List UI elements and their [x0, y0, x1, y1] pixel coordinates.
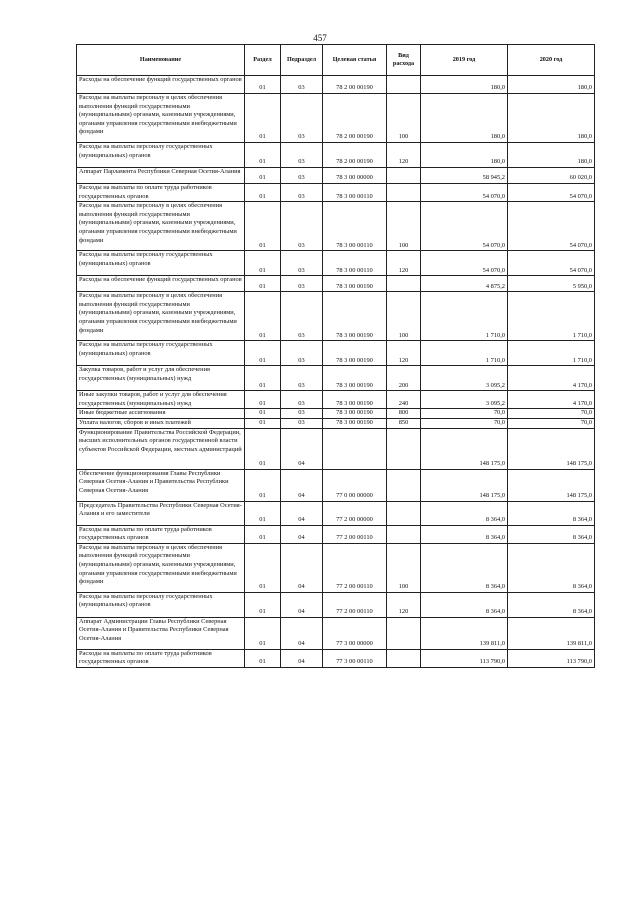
row-expense-type: [387, 617, 421, 649]
row-section: 01: [245, 341, 281, 366]
row-value-2020: 148 175,0: [508, 428, 595, 469]
row-subsection: 04: [281, 428, 323, 469]
row-value-2019: 3 095,2: [421, 366, 508, 391]
row-name: Обеспечение функционирования Главы Республики Северная Осетия-Алания и Правительства Республики Северная Осетия-Алания: [77, 469, 245, 501]
row-target: 78 3 00 00190: [323, 409, 387, 419]
row-section: 01: [245, 391, 281, 409]
row-expense-type: 120: [387, 341, 421, 366]
row-target: 77 2 00 00110: [323, 525, 387, 543]
row-subsection: 04: [281, 617, 323, 649]
row-subsection: 03: [281, 76, 323, 94]
row-name: Председатель Правительства Республики Северная Осетия-Алания и его заместители: [77, 501, 245, 525]
row-value-2019: 180,0: [421, 76, 508, 94]
row-name: Аппарат Парламента Республики Северная Осетия-Алания: [77, 168, 245, 184]
row-value-2020: 180,0: [508, 94, 595, 143]
row-name: Расходы на выплаты персоналу в целях обеспечения выполнения функций государственными (муниципальными) органами, казенными учреждениями, органами управления государственными внебюджетными фондами: [77, 543, 245, 592]
row-name: Расходы на обеспечение функций государственных органов: [77, 276, 245, 292]
row-subsection: 04: [281, 525, 323, 543]
row-value-2020: 8 364,0: [508, 543, 595, 592]
row-target: 78 3 00 00190: [323, 341, 387, 366]
table-row: [77, 525, 595, 543]
row-section: 01: [245, 184, 281, 202]
row-subsection: 03: [281, 168, 323, 184]
row-expense-type: 240: [387, 391, 421, 409]
row-value-2019: 148 175,0: [421, 469, 508, 501]
table-row: [77, 202, 595, 251]
row-section: 01: [245, 409, 281, 419]
row-subsection: 04: [281, 543, 323, 592]
row-target: 78 2 00 00190: [323, 94, 387, 143]
row-value-2019: 148 175,0: [421, 428, 508, 469]
row-name: Расходы на выплаты персоналу государственных (муниципальных) органов: [77, 592, 245, 617]
row-value-2020: 54 070,0: [508, 202, 595, 251]
row-value-2019: 8 364,0: [421, 501, 508, 525]
table-row: [77, 292, 595, 341]
row-expense-type: [387, 184, 421, 202]
row-expense-type: 800: [387, 409, 421, 419]
row-subsection: 03: [281, 202, 323, 251]
row-name: Расходы на выплаты по оплате труда работников государственных органов: [77, 525, 245, 543]
row-value-2019: 3 095,2: [421, 391, 508, 409]
row-value-2019: 8 364,0: [421, 592, 508, 617]
row-target: 78 3 00 00110: [323, 202, 387, 251]
row-target: 78 3 00 00190: [323, 276, 387, 292]
row-section: 01: [245, 428, 281, 469]
row-target: 78 2 00 00190: [323, 143, 387, 168]
row-name: Закупка товаров, работ и услуг для обеспечения государственных (муниципальных) нужд: [77, 366, 245, 391]
row-value-2020: 4 170,0: [508, 391, 595, 409]
row-value-2020: 148 175,0: [508, 469, 595, 501]
row-name: Расходы на выплаты персоналу в целях обеспечения выполнения функций государственными (муниципальными) органами, казенными учреждениями, органами управления государственными внебюджетными фондами: [77, 94, 245, 143]
row-target: 77 0 00 00000: [323, 469, 387, 501]
header-target: Целевая статья: [323, 45, 387, 76]
row-value-2020: 54 070,0: [508, 184, 595, 202]
row-expense-type: [387, 76, 421, 94]
row-expense-type: 120: [387, 143, 421, 168]
row-value-2019: 1 710,0: [421, 341, 508, 366]
budget-table: [76, 44, 595, 668]
row-name: Уплата налогов, сборов и иных платежей: [77, 418, 245, 428]
table-row: [77, 143, 595, 168]
row-value-2020: 1 710,0: [508, 341, 595, 366]
table-row: [77, 543, 595, 592]
row-name: Иные бюджетные ассигнования: [77, 409, 245, 419]
row-subsection: 03: [281, 391, 323, 409]
row-target: 77 3 00 00110: [323, 649, 387, 667]
row-name: Иные закупки товаров, работ и услуг для обеспечения государственных (муниципальных) нужд: [77, 391, 245, 409]
row-subsection: 03: [281, 184, 323, 202]
row-name: Расходы на выплаты персоналу государственных (муниципальных) органов: [77, 143, 245, 168]
row-section: 01: [245, 202, 281, 251]
row-name: Расходы на выплаты персоналу государственных (муниципальных) органов: [77, 341, 245, 366]
row-target: 77 3 00 00000: [323, 617, 387, 649]
row-subsection: 03: [281, 409, 323, 419]
row-name: Расходы на выплаты персоналу в целях обеспечения выполнения функций государственными (муниципальными) органами, казенными учреждениями, органами управления государственными внебюджетными фондами: [77, 202, 245, 251]
row-expense-type: 850: [387, 418, 421, 428]
row-value-2019: 54 070,0: [421, 202, 508, 251]
row-target: 78 3 00 00190: [323, 391, 387, 409]
row-expense-type: 100: [387, 94, 421, 143]
row-target: 77 2 00 00110: [323, 543, 387, 592]
table-row: [77, 592, 595, 617]
row-expense-type: 100: [387, 292, 421, 341]
table-row: [77, 409, 595, 419]
row-value-2020: 139 811,0: [508, 617, 595, 649]
table-row: [77, 418, 595, 428]
row-value-2020: 5 950,0: [508, 276, 595, 292]
row-value-2019: 70,0: [421, 418, 508, 428]
table-row: [77, 76, 595, 94]
row-value-2019: 8 364,0: [421, 543, 508, 592]
row-subsection: 03: [281, 418, 323, 428]
row-section: 01: [245, 76, 281, 94]
row-value-2020: 8 364,0: [508, 501, 595, 525]
row-target: 77 2 00 00000: [323, 501, 387, 525]
row-section: 01: [245, 418, 281, 428]
row-name: Функционирование Правительства Российской Федерации, высших исполнительных органов государственной власти субъектов Российской Федерации, местных администраций: [77, 428, 245, 469]
row-subsection: 03: [281, 292, 323, 341]
row-subsection: 03: [281, 143, 323, 168]
table-row: [77, 276, 595, 292]
row-target: 77 2 00 00110: [323, 592, 387, 617]
row-value-2019: 54 070,0: [421, 251, 508, 276]
row-subsection: 03: [281, 94, 323, 143]
row-name: Расходы на выплаты персоналу государственных (муниципальных) органов: [77, 251, 245, 276]
row-value-2020: 4 170,0: [508, 366, 595, 391]
row-value-2019: 70,0: [421, 409, 508, 419]
row-name: Аппарат Администрации Главы Республики Северная Осетия-Алания и Правительства Республики Северная Осетия-Алания: [77, 617, 245, 649]
header-subsection: Подраздел: [281, 45, 323, 76]
header-expense-type: Вид расхода: [387, 45, 421, 76]
row-value-2020: 54 070,0: [508, 251, 595, 276]
row-name: Расходы на выплаты по оплате труда работников государственных органов: [77, 184, 245, 202]
row-section: 01: [245, 592, 281, 617]
row-value-2019: 8 364,0: [421, 525, 508, 543]
row-target: 78 3 00 00190: [323, 366, 387, 391]
row-name: Расходы на выплаты по оплате труда работников государственных органов: [77, 649, 245, 667]
row-subsection: 03: [281, 341, 323, 366]
table-row: [77, 469, 595, 501]
header-2019: 2019 год: [421, 45, 508, 76]
table-row: [77, 617, 595, 649]
row-section: 01: [245, 168, 281, 184]
row-section: 01: [245, 292, 281, 341]
row-value-2020: 180,0: [508, 143, 595, 168]
page-number: 457: [313, 33, 327, 43]
row-value-2020: 8 364,0: [508, 525, 595, 543]
row-value-2019: 54 070,0: [421, 184, 508, 202]
row-value-2019: 58 945,2: [421, 168, 508, 184]
row-target: [323, 428, 387, 469]
row-name: Расходы на обеспечение функций государственных органов: [77, 76, 245, 94]
row-expense-type: 120: [387, 592, 421, 617]
table-row: [77, 168, 595, 184]
table-row: [77, 341, 595, 366]
row-expense-type: [387, 649, 421, 667]
row-value-2020: 8 364,0: [508, 592, 595, 617]
table-row: [77, 251, 595, 276]
header-section: Раздел: [245, 45, 281, 76]
row-target: 78 3 00 00110: [323, 184, 387, 202]
row-section: 01: [245, 501, 281, 525]
table-row: [77, 501, 595, 525]
row-subsection: 04: [281, 592, 323, 617]
row-section: 01: [245, 366, 281, 391]
row-section: 01: [245, 617, 281, 649]
table-row: [77, 649, 595, 667]
row-value-2019: 180,0: [421, 143, 508, 168]
row-expense-type: [387, 525, 421, 543]
row-value-2020: 70,0: [508, 409, 595, 419]
row-target: 78 3 00 00110: [323, 251, 387, 276]
row-target: 78 3 00 00000: [323, 168, 387, 184]
row-section: 01: [245, 276, 281, 292]
table-body: [77, 76, 595, 668]
row-section: 01: [245, 649, 281, 667]
row-value-2019: 180,0: [421, 94, 508, 143]
row-subsection: 03: [281, 366, 323, 391]
row-subsection: 04: [281, 469, 323, 501]
header-name: Наименование: [77, 45, 245, 76]
table-header-row: [77, 45, 595, 76]
row-value-2020: 113 790,0: [508, 649, 595, 667]
row-value-2019: 1 710,0: [421, 292, 508, 341]
row-section: 01: [245, 525, 281, 543]
row-section: 01: [245, 469, 281, 501]
table-row: [77, 94, 595, 143]
row-expense-type: 120: [387, 251, 421, 276]
row-expense-type: 100: [387, 543, 421, 592]
row-value-2020: 180,0: [508, 76, 595, 94]
row-value-2019: 113 790,0: [421, 649, 508, 667]
row-value-2019: 4 875,2: [421, 276, 508, 292]
row-subsection: 04: [281, 501, 323, 525]
table-row: [77, 391, 595, 409]
row-expense-type: [387, 469, 421, 501]
row-value-2020: 60 020,0: [508, 168, 595, 184]
row-section: 01: [245, 251, 281, 276]
row-value-2020: 1 710,0: [508, 292, 595, 341]
row-section: 01: [245, 143, 281, 168]
row-value-2019: 139 811,0: [421, 617, 508, 649]
table-row: [77, 428, 595, 469]
row-section: 01: [245, 94, 281, 143]
table-row: [77, 366, 595, 391]
row-subsection: 03: [281, 276, 323, 292]
header-2020: 2020 год: [508, 45, 595, 76]
row-subsection: 03: [281, 251, 323, 276]
row-expense-type: [387, 501, 421, 525]
row-expense-type: 200: [387, 366, 421, 391]
row-target: 78 3 00 00190: [323, 292, 387, 341]
table-row: [77, 184, 595, 202]
row-name: Расходы на выплаты персоналу в целях обеспечения выполнения функций государственными (муниципальными) органами, казенными учреждениями, органами управления государственными внебюджетными фондами: [77, 292, 245, 341]
row-target: 78 3 00 00190: [323, 418, 387, 428]
row-section: 01: [245, 543, 281, 592]
row-target: 78 2 00 00190: [323, 76, 387, 94]
row-subsection: 04: [281, 649, 323, 667]
row-expense-type: [387, 428, 421, 469]
row-expense-type: 100: [387, 202, 421, 251]
row-expense-type: [387, 168, 421, 184]
row-value-2020: 70,0: [508, 418, 595, 428]
row-expense-type: [387, 276, 421, 292]
